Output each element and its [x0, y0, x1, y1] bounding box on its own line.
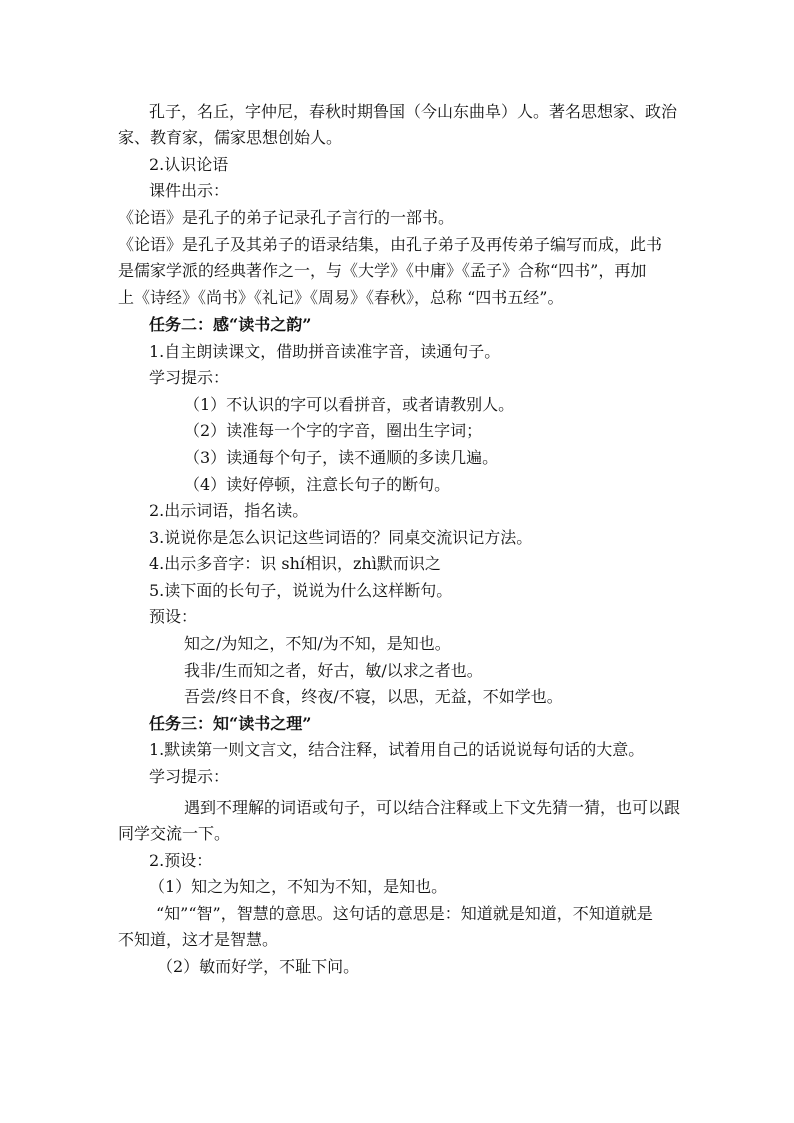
task2-step2: 2.出示词语，指名读。: [149, 501, 309, 520]
task2-tip-1: （1）不认识的字可以看拼音，或者请教别人。: [184, 395, 515, 414]
confucius-bio-line1: 孔子，名丘，字仲尼，春秋时期鲁国（今山东曲阜）人。著名思想家、政治: [149, 102, 678, 121]
lunyu-long-line3: 上《诗经》《尚书》《礼记》《周易》《春秋》，总称 “四书五经”。: [118, 288, 564, 307]
confucius-bio-line2: 家、教育家，儒家思想创始人。: [118, 128, 343, 147]
task2-step3: 3.说说你是怎么识记这些词语的？同桌交流识记方法。: [149, 528, 533, 547]
lunyu-intro-heading: 2.认识论语: [149, 155, 229, 174]
task3-item2: （2）敏而好学，不耻下问。: [157, 957, 360, 976]
task3-tip-line1: 遇到不理解的词语或句子，可以结合注释或上下文先猜一猜，也可以跟: [184, 798, 681, 817]
lunyu-long-line2: 是儒家学派的经典著作之一，与《大学》《中庸》《孟子》合称“四书”，再加: [118, 261, 647, 280]
task2-preset-label: 预设：: [149, 607, 198, 626]
task3-step2: 2.预设：: [149, 851, 213, 870]
task2-tips-label: 学习提示：: [149, 368, 230, 387]
task3-explain-line2: 不知道，这才是智慧。: [118, 930, 279, 949]
task3-tip-line2: 同学交流一下。: [118, 824, 231, 843]
task2-sentence-3: 吾尝/终日不食，终夜/不寝，以思，无益，不如学也。: [184, 687, 563, 706]
task3-heading: 任务三：知“读书之理”: [149, 714, 312, 733]
task2-sentence-1: 知之/为知之，不知/为不知，是知也。: [184, 634, 451, 653]
task2-sentence-2: 我非/生而知之者，好古，敏/以求之者也。: [184, 661, 483, 680]
task3-item1: （1）知之为知之，不知为不知，是知也。: [149, 877, 448, 896]
task2-heading: 任务二：感“读书之韵”: [149, 315, 312, 334]
task2-step1: 1.自主朗读课文，借助拼音读准字音，读通句子。: [149, 342, 501, 361]
task2-tip-3: （3）读通每个句子，读不通顺的多读几遍。: [184, 448, 499, 467]
task3-step1: 1.默读第一则文言文，结合注释，试着用自己的话说说每句话的大意。: [149, 740, 645, 759]
courseware-label: 课件出示：: [149, 181, 230, 200]
task3-tips-label: 学习提示：: [149, 767, 230, 786]
task2-step5: 5.读下面的长句子，说说为什么这样断句。: [149, 581, 453, 600]
lunyu-short-definition: 《论语》是孔子的弟子记录孔子言行的一部书。: [118, 208, 455, 227]
lunyu-long-line1: 《论语》是孔子及其弟子的语录结集，由孔子弟子及再传弟子编写而成，此书: [118, 235, 663, 254]
task2-tip-4: （4）读好停顿，注意长句子的断句。: [184, 475, 451, 494]
task2-tip-2: （2）读准每一个字的字音，圈出生字词；: [184, 421, 483, 440]
task3-explain-line1: “知”“智”，智慧的意思。这句话的意思是：知道就是知道，不知道就是: [156, 904, 653, 923]
task2-step4: 4.出示多音字：识 shí相识，zhì默而识之: [149, 554, 441, 573]
